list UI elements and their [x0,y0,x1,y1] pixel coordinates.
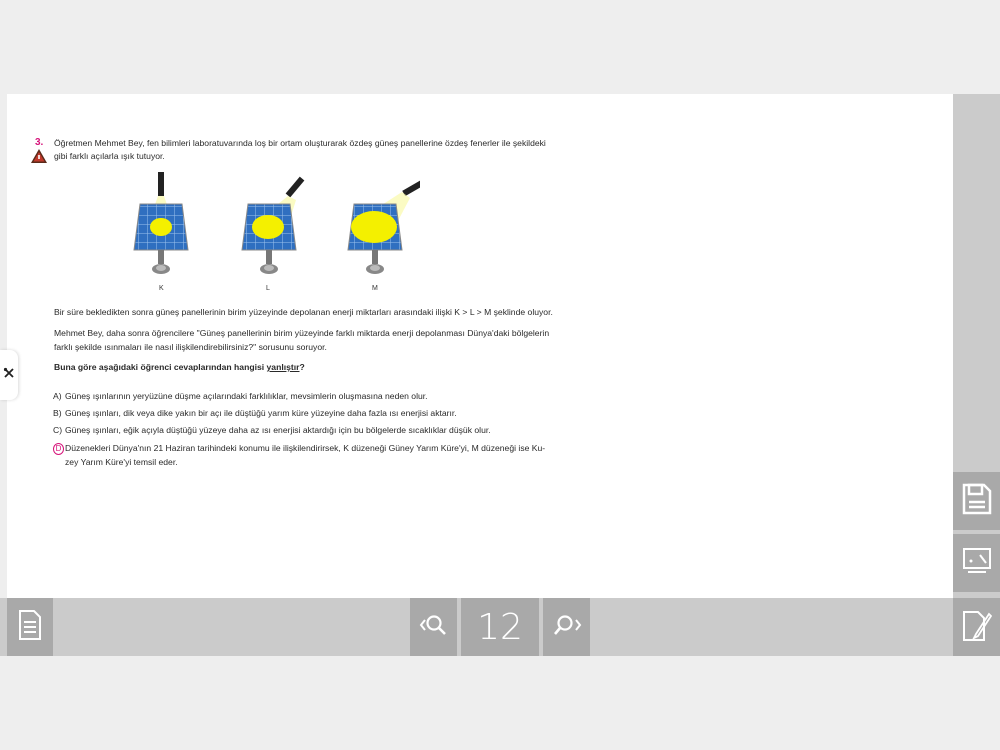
paragraph-2-line1: Mehmet Bey, daha sonra öğrencilere "Güneş panellerinin birim yüzeyinde farklı miktarda enerji depolanması Dünya'daki bölgelerin [54,328,550,338]
question-intro-line2: gibi farklı açılarla ışık tutuyor. [54,151,165,161]
save-button[interactable] [953,472,1000,530]
option-a-label[interactable]: A) [53,391,62,401]
document-button[interactable] [7,598,53,656]
question-prompt: Buna göre aşağıdaki öğrenci cevaplarından hangisi yanlıştır? [54,362,305,372]
panel-label-l: L [266,285,270,292]
panel-label-k: K [159,285,164,292]
option-d-label[interactable] [53,442,64,455]
paragraph-2-line2: farklı şekilde ısınmaları ile nasıl ilişkilendirebilirsiniz?" sorusunu soruyor. [54,342,327,352]
option-b-text[interactable]: Güneş ışınları, dik veya dike yakın bir açı ile düştüğü yarım küre yüzeyine daha fazla ısı enerjisi aktarır. [65,408,457,418]
option-b-label[interactable]: B) [53,408,62,418]
tools-tab[interactable] [0,350,18,400]
tools-icon [3,366,15,384]
save-icon [962,483,992,520]
edit-note-button[interactable] [953,598,1000,656]
document-icon [18,609,42,646]
panel-l [242,177,304,274]
zoom-out-button[interactable] [410,598,457,656]
whiteboard-icon [962,547,992,580]
option-c-text[interactable]: Güneş ışınları, eğik açıyla düştüğü yüzeye daha az ısı enerjisi aktardığı için bu bölgelerde sıcaklıklar düşük olur. [65,425,491,435]
zoom-in-icon [552,611,582,644]
zoom-out-icon [419,611,449,644]
page-number: 12 [477,606,523,648]
panel-m [348,179,420,274]
panel-label-m: M [372,285,378,292]
selected-answer-marker: D [53,443,64,455]
zoom-in-button[interactable] [543,598,590,656]
warning-icon [31,149,47,168]
page-number-display[interactable] [461,598,539,656]
whiteboard-button[interactable] [953,534,1000,592]
solar-panel-figure [120,170,420,295]
option-a-text[interactable]: Güneş ışınlarının yeryüzüne düşme açılarındaki farklılıklar, mevsimlerin oluşmasına neden olur. [65,391,428,401]
panel-k [134,172,188,274]
option-c-label[interactable]: C) [53,425,63,435]
edit-note-icon [962,608,992,647]
paragraph-1: Bir süre bekledikten sonra güneş panellerinin birim yüzeyinde depolanan enerji miktarları arasındaki ilişki K > L > M şeklinde oluyor. [54,307,553,317]
question-number: 3. [35,137,44,148]
question-intro-line1: Öğretmen Mehmet Bey, fen bilimleri laboratuvarında loş bir ortam oluşturarak özdeş güneş panellerine özdeş fenerler ile şekildeki [54,138,546,148]
option-d-text-line1[interactable]: Düzenekleri Dünya'nın 21 Haziran tarihindeki konumu ile ilişkilendirirsek, K düzeneği Güney Yarım Küre'yi, M düzeneği ise Ku- [65,443,546,453]
option-d-text-line2[interactable]: zey Yarım Küre'yi temsil eder. [65,457,178,467]
